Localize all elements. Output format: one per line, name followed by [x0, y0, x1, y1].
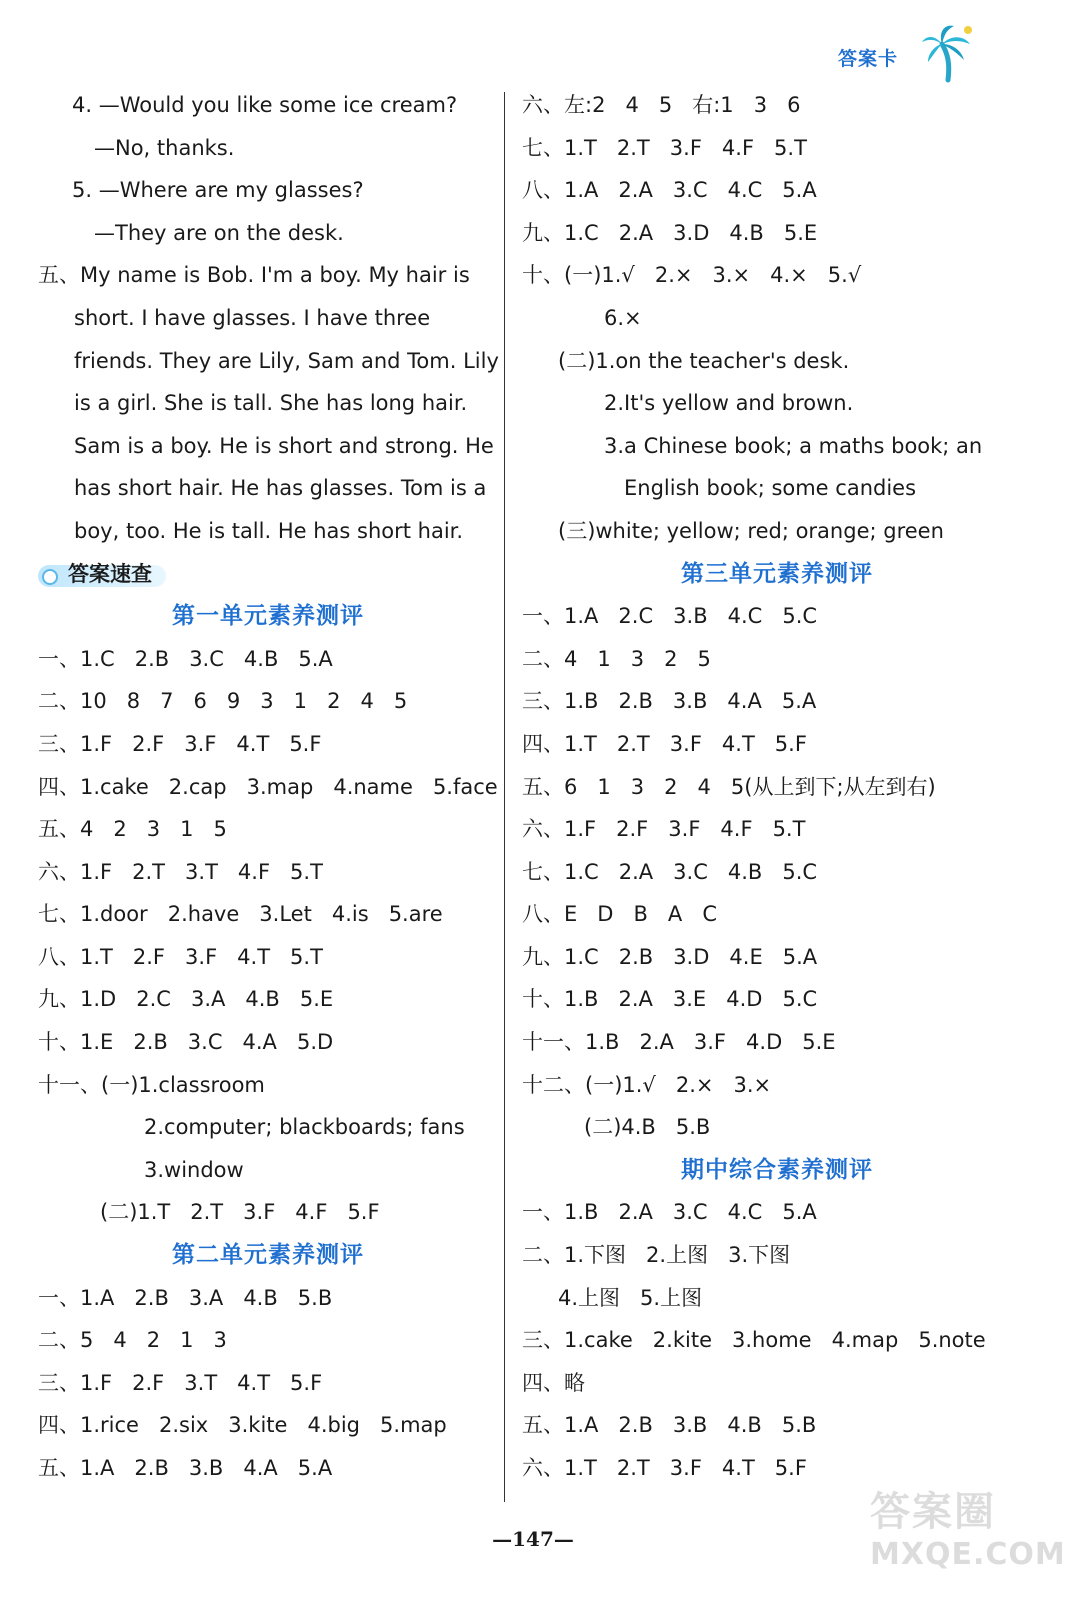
answer-line: Sam is a boy. He is short and strong. He — [74, 433, 494, 458]
answer-line: 5. —Where are my glasses? — [72, 178, 364, 203]
answer-line: 十一、1.B 2.A 3.F 4.D 5.E — [522, 1030, 836, 1055]
answer-line: 3.a Chinese book; a maths book; an — [604, 433, 983, 458]
right-column — [522, 84, 1032, 1490]
answer-line: 五、1.A 2.B 3.B 4.B 5.B — [522, 1413, 817, 1438]
answer-line: 六、1.F 2.F 3.F 4.F 5.T — [522, 817, 806, 842]
answer-line: —They are on the desk. — [94, 220, 344, 245]
answer-line: (三)white; yellow; red; orange; green — [558, 518, 944, 543]
answer-line: (二)1.T 2.T 3.F 4.F 5.F — [100, 1200, 380, 1225]
answer-line: 八、1.T 2.F 3.F 4.T 5.T — [38, 944, 323, 969]
answer-line: 二、10 8 7 6 9 3 1 2 4 5 — [38, 689, 408, 714]
answer-line: 四、1.cake 2.cap 3.map 4.name 5.face — [38, 774, 498, 799]
answer-quick-check-label — [38, 553, 162, 596]
answer-line: 2.It's yellow and brown. — [604, 391, 854, 416]
answer-line: 3.window — [144, 1157, 244, 1182]
section-title: 第二单元素养测评 — [172, 1242, 364, 1269]
answer-line: 一、1.A 2.B 3.A 4.B 5.B — [38, 1285, 333, 1310]
answer-line: 六、1.F 2.T 3.T 4.F 5.T — [38, 859, 323, 884]
answer-line: 九、1.C 2.A 3.D 4.B 5.E — [522, 220, 818, 245]
page-number: —147— — [492, 1527, 574, 1551]
answer-line: 二、5 4 2 1 3 — [38, 1328, 227, 1353]
watermark-bottom: MXQE.COM — [870, 1537, 1066, 1572]
watermark-top: 答案圈 — [870, 1489, 996, 1535]
answer-line: (二)4.B 5.B — [584, 1115, 711, 1140]
answer-line: is a girl. She is tall. She has long hair. — [74, 391, 468, 416]
answer-line: 十、1.E 2.B 3.C 4.A 5.D — [38, 1030, 334, 1055]
answer-line: 三、1.B 2.B 3.B 4.A 5.A — [522, 689, 817, 714]
section-title: 第一单元素养测评 — [172, 603, 364, 630]
answer-line: 五、4 2 3 1 5 — [38, 817, 227, 842]
answer-line: 八、1.A 2.A 3.C 4.C 5.A — [522, 178, 817, 203]
answer-line: —No, thanks. — [94, 135, 235, 160]
column-divider — [504, 92, 505, 1502]
answer-line: 七、1.T 2.T 3.F 4.F 5.T — [522, 135, 807, 160]
answer-line: 五、My name is Bob. I'm a boy. My hair is — [38, 263, 470, 288]
answer-line: 2.computer; blackboards; fans — [144, 1115, 465, 1140]
answer-line: 九、1.C 2.B 3.D 4.E 5.A — [522, 944, 818, 969]
answer-line: 八、E D B A C — [522, 902, 717, 927]
answer-line: 三、1.F 2.F 3.T 4.T 5.F — [38, 1370, 323, 1395]
answer-line: 七、1.door 2.have 3.Let 4.is 5.are — [38, 902, 443, 927]
section-title: 第三单元素养测评 — [681, 560, 873, 587]
answer-line: 一、1.C 2.B 3.C 4.B 5.A — [38, 646, 333, 671]
answer-line: short. I have glasses. I have three — [74, 305, 431, 330]
answer-line: 一、1.B 2.A 3.C 4.C 5.A — [522, 1200, 817, 1225]
answer-line: 十、(一)1.√ 2.× 3.× 4.× 5.√ — [522, 263, 862, 288]
answer-quick-check-tag — [38, 553, 498, 596]
answer-line: has short hair. He has glasses. Tom is a — [74, 476, 487, 501]
answer-line: English book; some candies — [624, 476, 917, 501]
answer-line: 六、1.T 2.T 3.F 4.T 5.F — [522, 1456, 807, 1480]
answer-line: 五、1.A 2.B 3.B 4.A 5.A — [38, 1456, 333, 1480]
watermark — [870, 1480, 1066, 1590]
answer-line: 七、1.C 2.A 3.C 4.B 5.C — [522, 859, 818, 884]
answer-line: 十、1.B 2.A 3.E 4.D 5.C — [522, 987, 818, 1012]
answer-line: 二、1.下图 2.上图 3.下图 — [522, 1243, 791, 1268]
answer-line: 三、1.F 2.F 3.F 4.T 5.F — [38, 731, 322, 756]
answer-line: 十一、(一)1.classroom — [38, 1072, 265, 1097]
answer-line: boy, too. He is tall. He has short hair. — [74, 518, 464, 543]
section-title: 期中综合素养测评 — [681, 1156, 873, 1183]
answer-line: 4.上图 5.上图 — [558, 1285, 703, 1310]
answer-quick-check-text: 答案速查 — [68, 561, 152, 586]
answer-line: 五、6 1 3 2 4 5(从上到下;从左到右) — [522, 774, 936, 799]
answer-line: 三、1.cake 2.kite 3.home 4.map 5.note — [522, 1328, 986, 1353]
answer-line: friends. They are Lily, Sam and Tom. Lily — [74, 348, 499, 373]
answer-line: 十二、(一)1.√ 2.× 3.× — [522, 1072, 772, 1097]
answer-line: 四、略 — [522, 1370, 585, 1395]
answer-line: 九、1.D 2.C 3.A 4.B 5.E — [38, 987, 334, 1012]
answer-line: 一、1.A 2.C 3.B 4.C 5.C — [522, 604, 818, 629]
answer-line: 4. —Would you like some ice cream? — [72, 93, 458, 117]
left-column — [38, 84, 498, 1490]
answer-line: 四、1.T 2.T 3.F 4.T 5.F — [522, 731, 807, 756]
answer-card-label: 答案卡 — [838, 48, 899, 70]
answer-line: 6.× — [604, 305, 642, 330]
palm-tree-icon — [918, 20, 982, 84]
answer-line: 四、1.rice 2.six 3.kite 4.big 5.map — [38, 1413, 447, 1438]
answer-line: 二、4 1 3 2 5 — [522, 646, 711, 671]
answer-line: (二)1.on the teacher's desk. — [558, 348, 850, 373]
answer-line: 六、左:2 4 5 右:1 3 6 — [522, 93, 801, 117]
circle-icon — [42, 569, 58, 585]
